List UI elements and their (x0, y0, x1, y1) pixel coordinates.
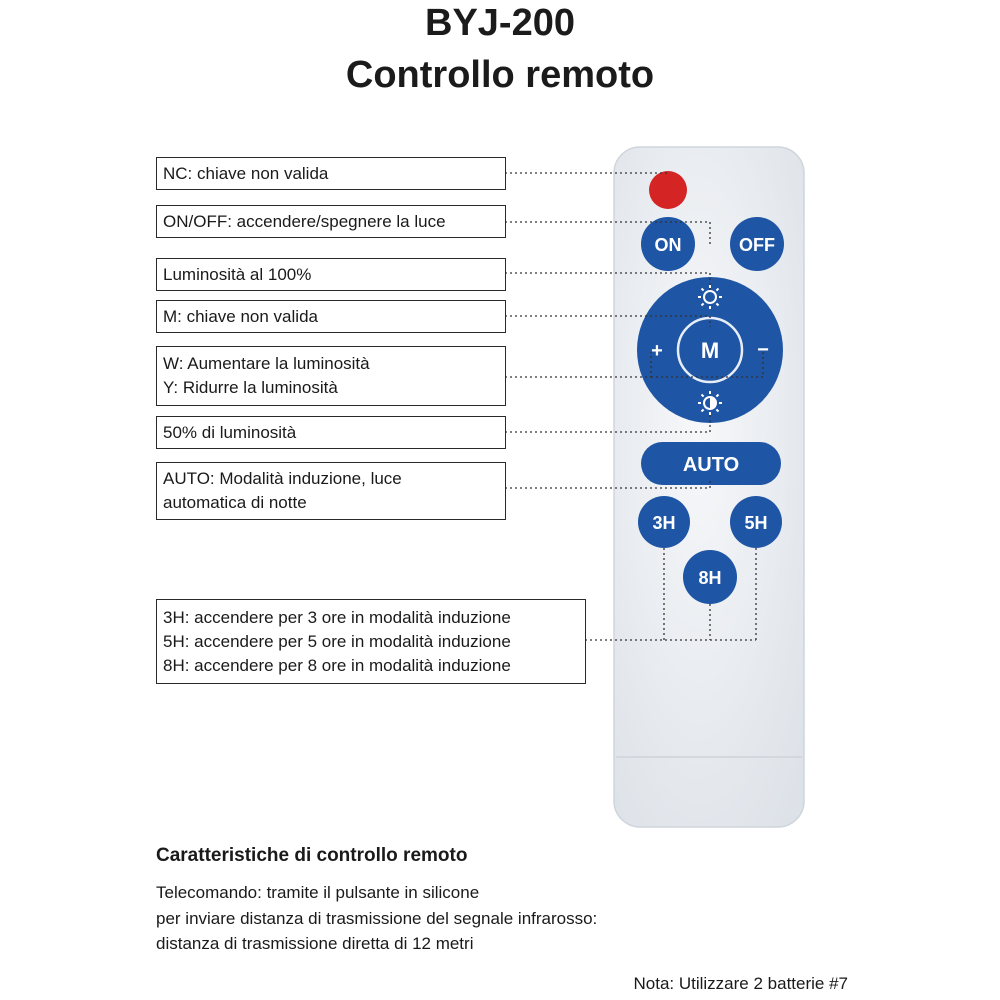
label-8h-text: 8H: accendere per 8 ore in modalità induzione (163, 655, 511, 675)
on-button[interactable] (641, 217, 695, 271)
timer-3h-button[interactable] (638, 496, 690, 548)
label-m (156, 300, 506, 333)
label-lum50-text: 50% di luminosità (163, 422, 297, 442)
label-m-text: M: chiave non valida (163, 306, 318, 326)
features-line-3: distanza di trasmissione diretta di 12 metri (156, 934, 474, 953)
page-subtitle: Controllo remoto (345, 54, 655, 96)
plus-button-label: + (651, 340, 663, 362)
off-button-label: OFF (739, 235, 775, 255)
timer-8h-label: 8H (698, 568, 722, 588)
label-nc-text: NC: chiave non valida (163, 163, 329, 183)
model-title: BYJ-200 (425, 2, 575, 44)
label-nc (156, 157, 506, 190)
minus-button-label: − (757, 339, 769, 361)
label-lum100-text: Luminosità al 100% (163, 264, 312, 284)
label-y-text: Y: Ridurre la luminosità (163, 378, 338, 397)
features-line-2: per inviare distanza di trasmissione del segnale infrarosso: (156, 909, 598, 928)
nc-button[interactable] (649, 171, 687, 209)
label-auto-text-2: automatica di notte (163, 493, 307, 512)
label-wy (156, 346, 506, 406)
label-lum100 (156, 258, 506, 291)
label-timers (156, 599, 586, 684)
label-auto-text-1: AUTO: Modalità induzione, luce (163, 469, 402, 488)
timer-8h-button[interactable] (683, 550, 737, 604)
m-button-label: M (700, 338, 720, 363)
auto-button[interactable] (641, 442, 781, 485)
on-button-label: ON (654, 235, 682, 255)
label-5h-text: 5H: accendere per 5 ore in modalità induzione (163, 631, 511, 651)
label-auto (156, 462, 506, 520)
label-w-text: W: Aumentare la luminosità (163, 354, 370, 373)
remote-control (614, 147, 804, 827)
features-line-1: Telecomando: tramite il pulsante in silicone (156, 883, 480, 902)
timer-5h-label: 5H (744, 513, 768, 533)
label-onoff-text: ON/OFF: accendere/spegnere la luce (163, 211, 446, 231)
auto-button-label: AUTO (682, 454, 740, 476)
features-title: Caratteristiche di controllo remoto (156, 845, 468, 866)
label-3h-text: 3H: accendere per 3 ore in modalità induzione (163, 607, 511, 627)
brightness-dial[interactable] (637, 277, 783, 423)
battery-note: Nota: Utilizzare 2 batterie #7 (633, 974, 848, 993)
label-lum50 (156, 416, 506, 449)
timer-3h-label: 3H (652, 513, 676, 533)
off-button[interactable] (730, 217, 784, 271)
label-onoff (156, 205, 506, 238)
timer-5h-button[interactable] (730, 496, 782, 548)
